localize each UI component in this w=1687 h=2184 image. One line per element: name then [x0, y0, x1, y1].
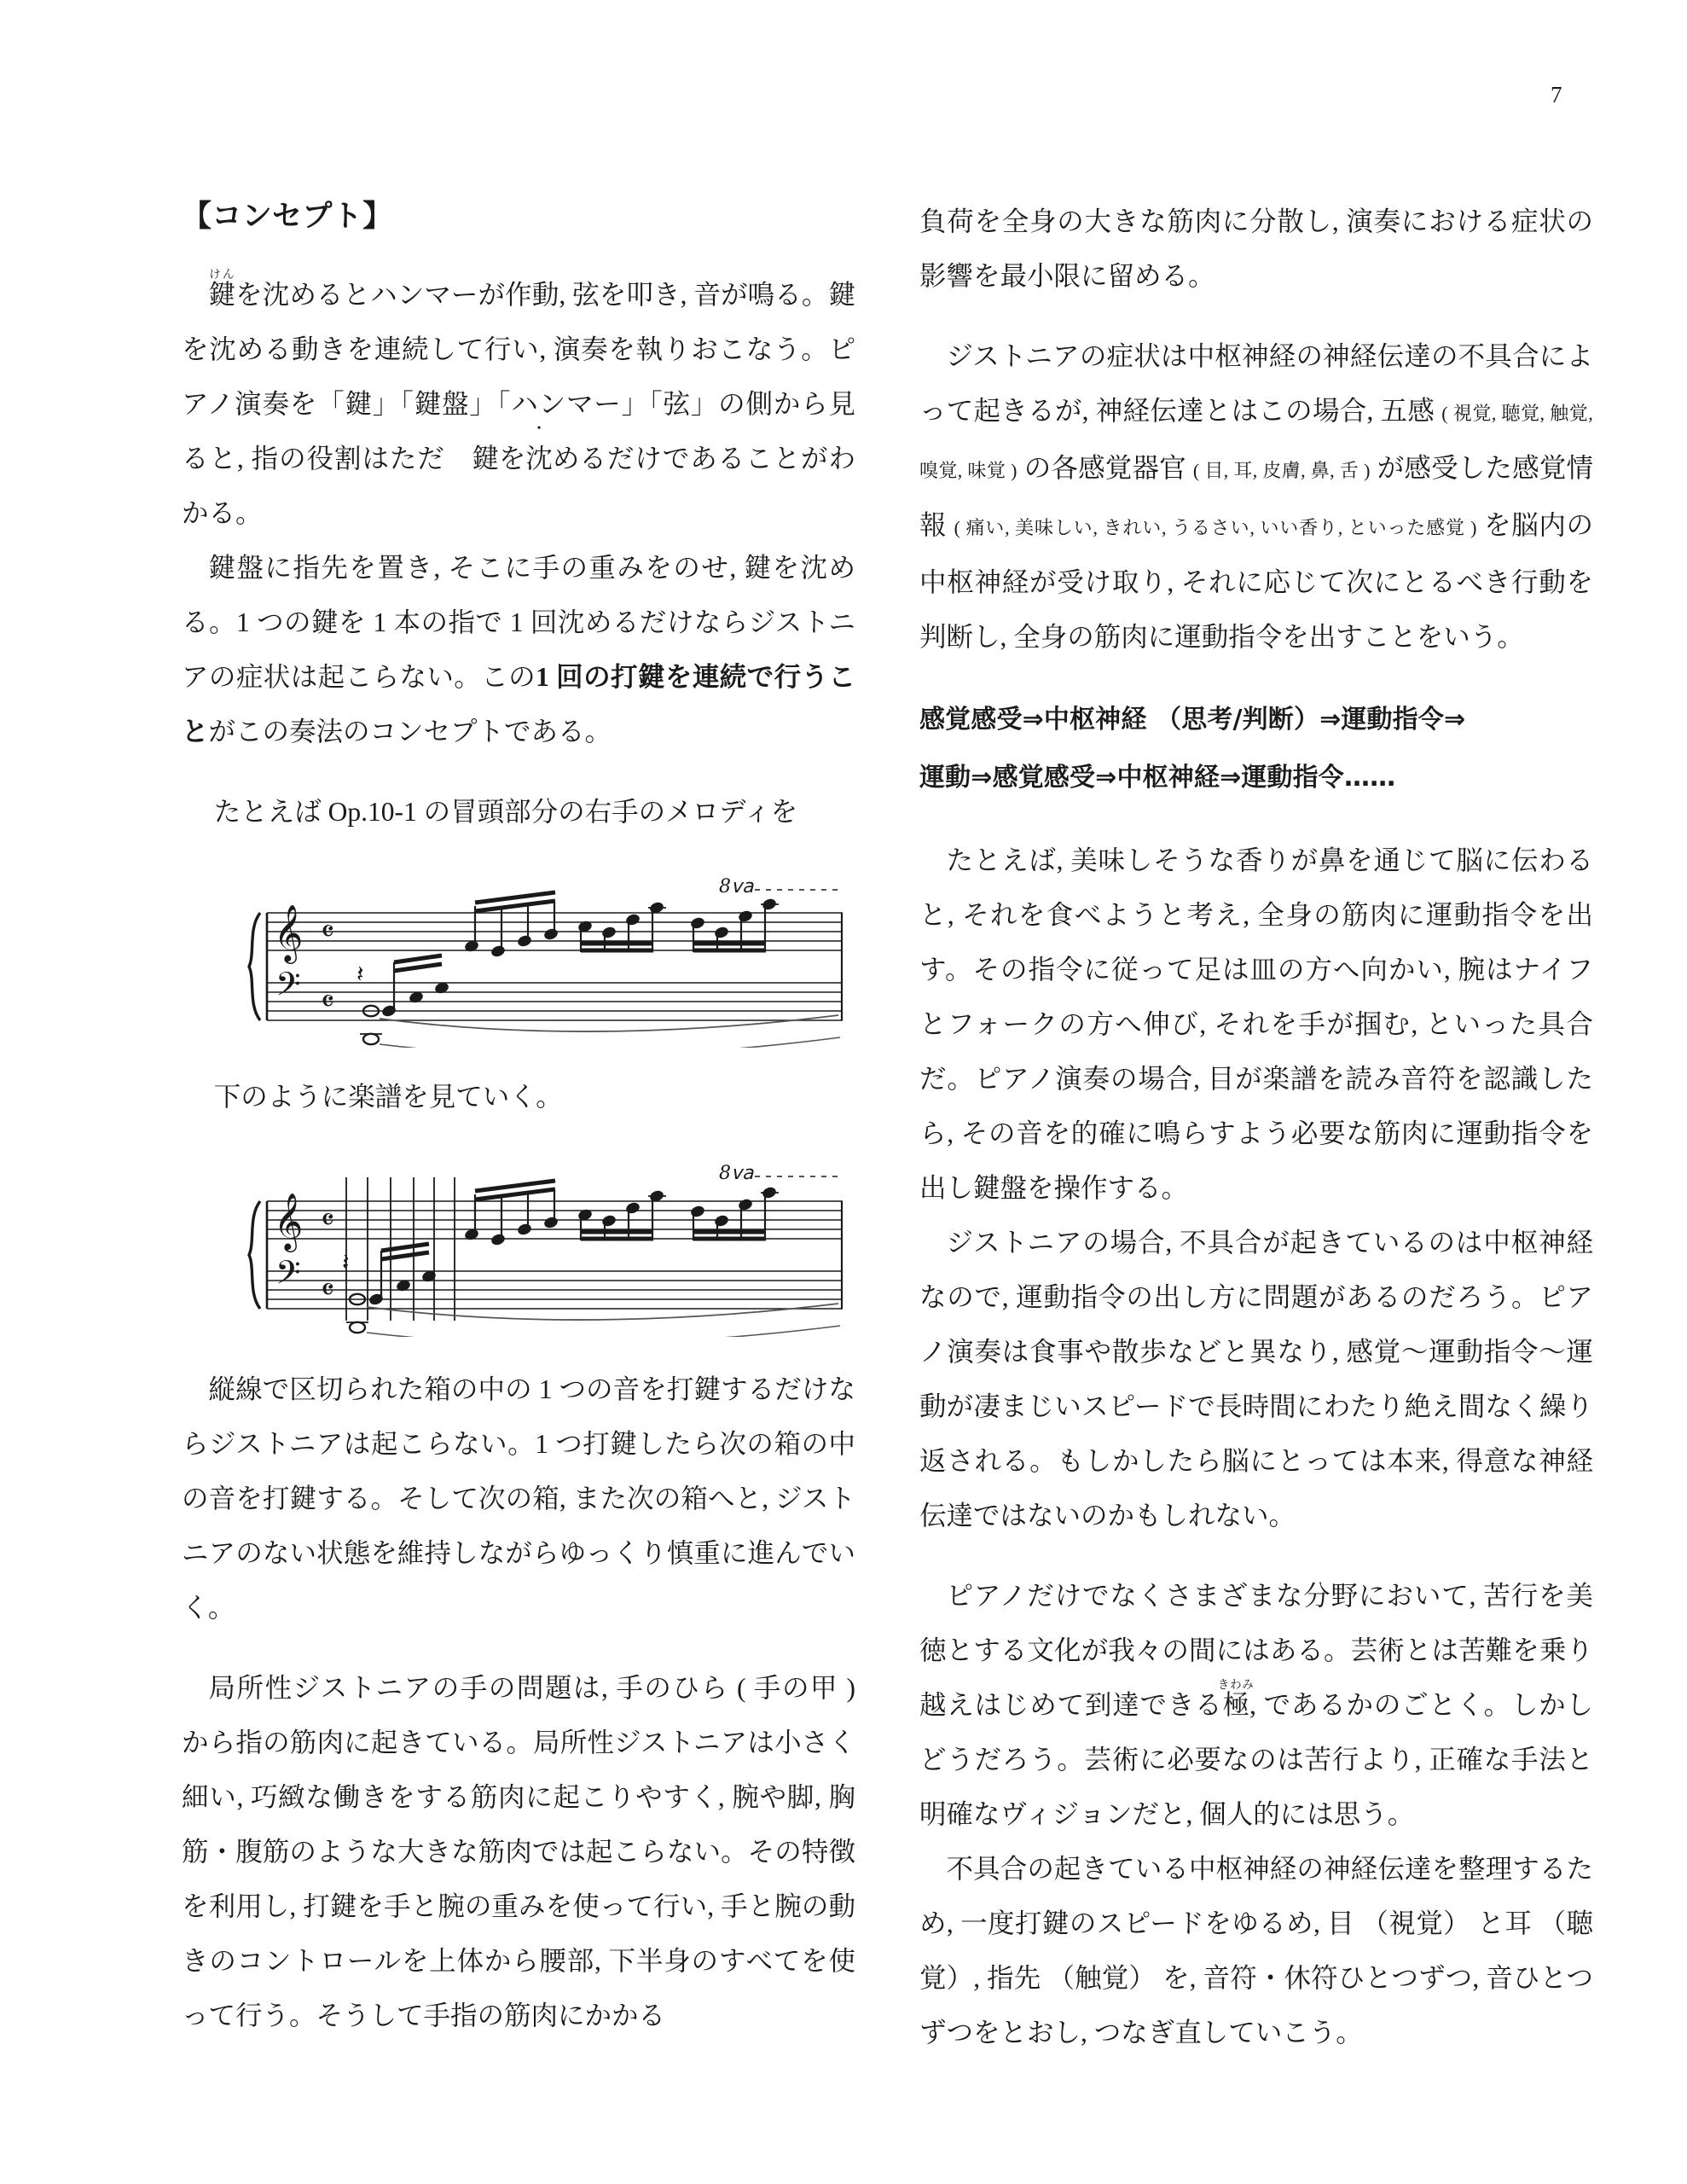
bass-sixteenth-run	[381, 956, 449, 1018]
ruby-ken: 鍵けん	[208, 268, 236, 310]
treble-clef-icon: 𝄞	[274, 903, 304, 961]
treble-run-group-2	[577, 901, 666, 952]
sensation-examples-annotation: ( 痛い, 美味しい, きれい, うるさい, いい香り, といった感覚 )	[954, 517, 1477, 538]
octave-8va-label-2: 8𝗏𝖺	[719, 1163, 754, 1184]
score-figure-2	[182, 1153, 855, 1337]
page-number: 7	[1550, 82, 1562, 107]
bold-emphasis-1: 1 回の打鍵を連続で行うこと	[182, 662, 855, 746]
music-score-svg-1	[182, 868, 847, 1048]
treble-run-group-3b	[690, 1186, 779, 1240]
paragraph-nerve-transmission	[919, 329, 1593, 665]
treble-clef-icon-2: 𝄞	[274, 1192, 304, 1250]
treble-run-group-1	[464, 892, 559, 958]
time-signature-common-bass-2: 𝄴	[321, 1273, 335, 1308]
paragraph-concept-1	[182, 268, 855, 541]
left-column	[182, 195, 855, 2043]
caption-before-score-2: 下のように楽譜を見ていく。	[213, 1082, 563, 1112]
section-title: 【コンセプト】	[182, 200, 393, 234]
octave-8va-label: 8𝗏𝖺	[719, 876, 754, 897]
paragraph-boxes: 縦線で区切られた箱の中の 1 つの音を打鍵するだけならジストニアは起こらない。1 つ打鍵したら次の箱の中の音を打鍵する。そして次の箱, また次の箱へと, ジストニアのない状態を維持しながらゆっくり慎重に進んでいく。	[182, 1374, 855, 1623]
time-signature-common: 𝄴	[321, 915, 335, 950]
asceticism-text-a: ピアノだけでなくさまざまな分野において, 苦行を美徳とする文化が我々の間にはある。芸術とは苦難を乗り越えはじめて到達できる	[919, 1581, 1593, 1720]
sixteenth-rest-icon-2: 𝄽	[342, 1248, 350, 1276]
caption-before-score-1: たとえば Op.10-1 の冒頭部分の右手のメロディを	[213, 797, 798, 827]
paragraph-1-text-b: だけであることがわかる。	[182, 444, 855, 528]
flow-diagram-line-1: 感覚感受⇒中枢神経 （思考/判断）⇒運動指令⇒	[919, 705, 1466, 735]
bass-clef-icon: 𝄢	[275, 965, 301, 1011]
paragraph-2-text-b: がこの奏法のコンセプトである。	[208, 717, 612, 746]
treble-run-group-3	[690, 897, 779, 952]
time-signature-common-2: 𝄴	[321, 1203, 335, 1238]
five-senses-annotation: ( 視覚, 聴覚, 触覚, 嗅覚, 味覚 )	[919, 403, 1593, 481]
slur-3	[367, 1304, 838, 1320]
score-figure-1	[182, 868, 855, 1048]
paragraph-focal-dystonia: 局所性ジストニアの手の問題は, 手のひら ( 手の甲 ) から指の筋肉に起きている。局所性ジストニアは小さく細い, 巧緻な働きをする筋肉に起こりやすく, 腕や脚, 胸筋・腹筋のような大きな筋肉では起こらない。その特徴を利用し, 打鍵を手と腕の重みを使って行い, 手と腕の動きのコントロールを上体から腰部, 下半身のすべてを使って行う。そうして手指の筋肉にかかる	[182, 1673, 855, 2030]
paragraph-2-text-a: 鍵盤に指先を置き, そこに手の重みをのせ, 鍵を沈める。1 つの鍵を 1 本の指で 1 回沈めるだけならジストニアの症状は起こらない。この	[182, 553, 855, 692]
paragraph-1-text-a: を沈めるとハンマーが作動, 弦を叩き, 音が鳴る。鍵を沈める動きを連続して行い, 演奏を執りおこなう。ピアノ演奏を「鍵」「鍵盤」「ハンマー」「弦」の側から見ると, 指の役割はただ	[182, 280, 855, 473]
paragraph-concept-2	[182, 541, 855, 759]
nerve-text-d: を脳内の中枢神経が受け取り, それに応じて次にとるべき行動を判断し, 全身の筋肉に運動指令を出すことをいう。	[919, 510, 1593, 652]
paragraph-load-distribution: 負荷を全身の大きな筋肉に分散し, 演奏における症状の影響を最小限に留める。	[919, 206, 1593, 291]
bass-clef-icon-2: 𝄢	[275, 1253, 301, 1299]
emphasis-dots-text: 鍵を沈める •	[445, 432, 606, 486]
paragraph-reconnect: 不具合の起きている中枢神経の神経伝達を整理するため, 一度打鍵のスピードをゆるめ, 目 （視覚） と耳 （聴覚）, 指先 （触覚） を, 音符・休符ひとつずつ, 音ひとつずつをとおし, つなぎ直していこう。	[919, 1854, 1593, 2048]
nerve-text-a: ジストニアの症状は中枢神経の神経伝達の不具合によって起きるが, 神経伝達とはこの場合, 五感	[919, 341, 1593, 426]
nerve-text-b: の各感覚器官	[1017, 453, 1193, 483]
right-column	[919, 195, 1593, 2060]
slur-1	[380, 1015, 838, 1031]
treble-run-group-2b	[577, 1189, 666, 1240]
asceticism-text-b: , であるかのごとく。しかしどうだろう。芸術に必要なのは苦行より, 正確な手法と明確なヴィジョンだと, 個人的には思う。	[919, 1690, 1593, 1829]
bass-sixteenth-run-2	[368, 1244, 437, 1306]
slur-4	[367, 1326, 840, 1337]
paragraph-dystonia-cns: ジストニアの場合, 不具合が起きているのは中枢神経なので, 運動指令の出し方に問題があるのだろう。ピアノ演奏は食事や散歩などと異なり, 感覚〜運動指令〜運動が凄まじいスピードで長時間にわたり絶え間なく繰り返される。もしかしたら脳にとっては本来, 得意な神経伝達ではないのかもしれない。	[919, 1228, 1593, 1531]
music-score-svg-2	[182, 1153, 847, 1337]
flow-diagram-line-2: 運動⇒感覚感受⇒中枢神経⇒運動指令……	[919, 763, 1396, 793]
time-signature-common-bass: 𝄴	[321, 985, 335, 1019]
ruby-kiwami: 極きわみ	[1217, 1678, 1255, 1720]
paragraph-example-smell: たとえば, 美味しそうな香りが鼻を通じて脳に伝わると, それを食べようと考え, 全身の筋肉に運動指令を出す。その指令に従って足は皿の方へ向かい, 腕はナイフとフォークの方へ伸び, それを手が掴む, といった具合だ。ピアノ演奏の場合, 目が楽譜を読み音符を認識したら, その音を的確に鳴らすよう必要な筋肉に運動指令を出し鍵盤を操作する。	[919, 845, 1593, 1203]
sense-organs-annotation: ( 目, 耳, 皮膚, 鼻, 舌 )	[1192, 460, 1371, 481]
nerve-text-c: が感受した感覚情報	[919, 453, 1593, 540]
sixteenth-rest-icon: 𝄽	[357, 960, 364, 988]
treble-run-group-1b	[464, 1181, 559, 1246]
paragraph-asceticism	[919, 1569, 1593, 1842]
slur-2	[380, 1037, 840, 1048]
